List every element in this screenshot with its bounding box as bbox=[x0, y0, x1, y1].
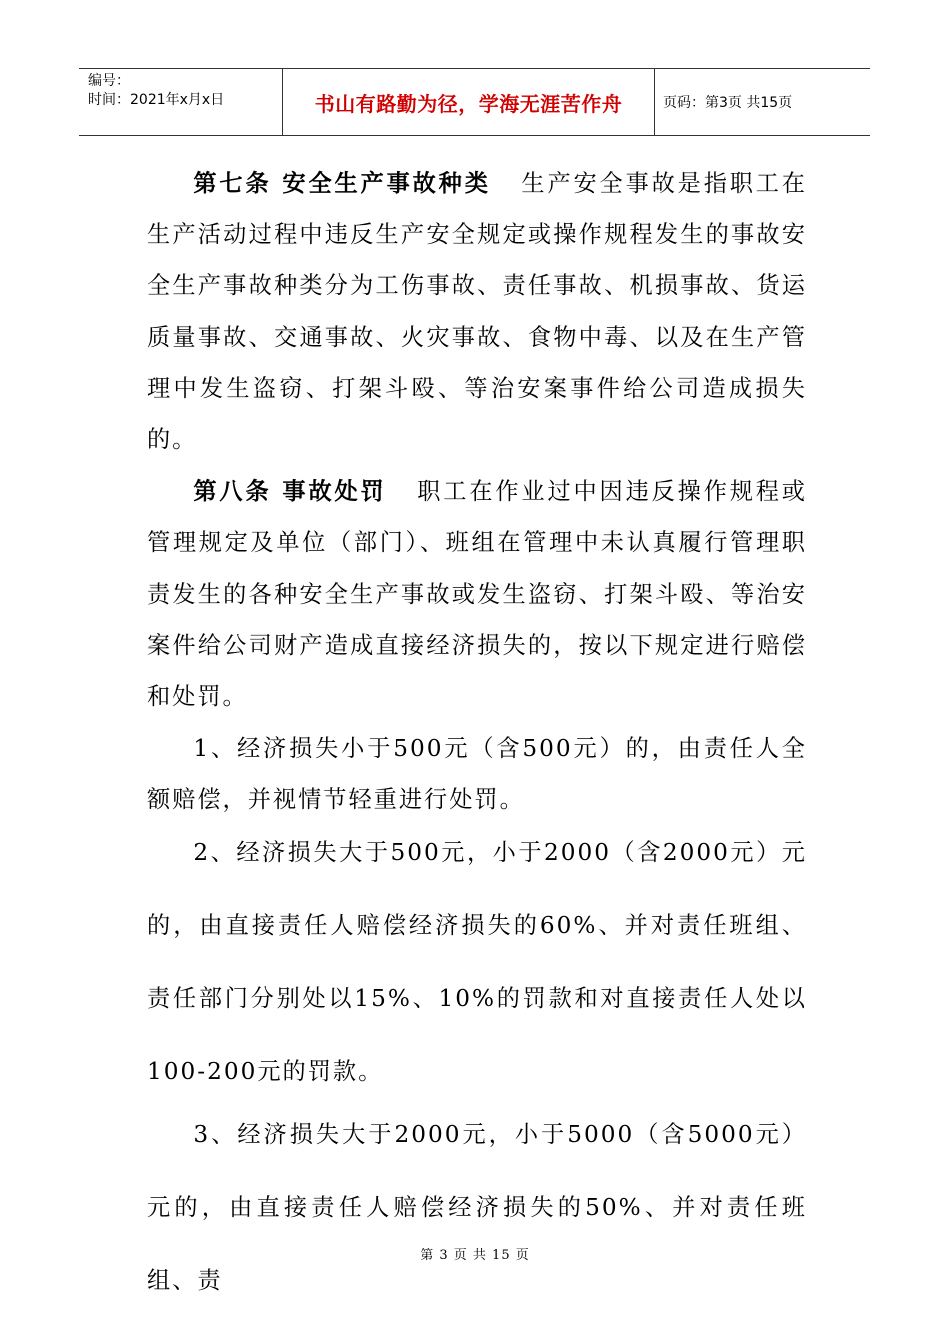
header-page-code: 页码：第3页 共15页 bbox=[663, 95, 793, 111]
article-8-body: 职工在作业过中因违反操作规程或管理规定及单位（部门）、班组在管理中未认真履行管理职责发生的各种安全生产事故或发生盗窃、打架斗殴、等治安案件给公司财产造成直接经济损失的，按以下规定进行赔偿和处罚。 bbox=[147, 478, 807, 711]
header-motto: 书山有路勤为径，学海无涯苦作舟 bbox=[282, 69, 655, 135]
item-2: 2、经济损失大于500元，小于2000（含2000元）元的，由直接责任人赔偿经济损失的60%、并对责任班组、责任部门分别处以15%、10%的罚款和对直接责任人处以100-200元的罚款。 bbox=[147, 838, 807, 1085]
article-7 bbox=[147, 158, 807, 465]
article-7-title: 第七条 安全生产事故种类 bbox=[193, 170, 491, 197]
page-footer: 第 3 页 共 15 页 bbox=[420, 1248, 530, 1263]
doc-number-label: 编号： bbox=[88, 73, 130, 89]
document-body bbox=[147, 158, 807, 1318]
doc-time-label: 时间：2021年x月x日 bbox=[88, 92, 225, 108]
header-left bbox=[79, 69, 282, 135]
article-8-title: 第八条 事故处罚 bbox=[193, 478, 387, 506]
article-7-body: 生产安全事故是指职工在生产活动过程中违反生产安全规定或操作规程发生的事故安全生产事故种类分为工伤事故、责任事故、机损事故、货运质量事故、交通事故、火灾事故、食物中毒、以及在生产管理中发生盗窃、打架斗殴、等治安案事件给公司造成损失的。 bbox=[147, 170, 807, 454]
item-3: 3、经济损失大于2000元，小于5000（含5000元）元的，由直接责任人赔偿经济损失的50%、并对责任班组、责 bbox=[147, 1120, 807, 1294]
article-8 bbox=[147, 466, 807, 722]
page-header bbox=[79, 68, 870, 136]
item-1: 1、经济损失小于500元（含500元）的，由责任人全额赔偿，并视情节轻重进行处罚。 bbox=[147, 735, 807, 814]
